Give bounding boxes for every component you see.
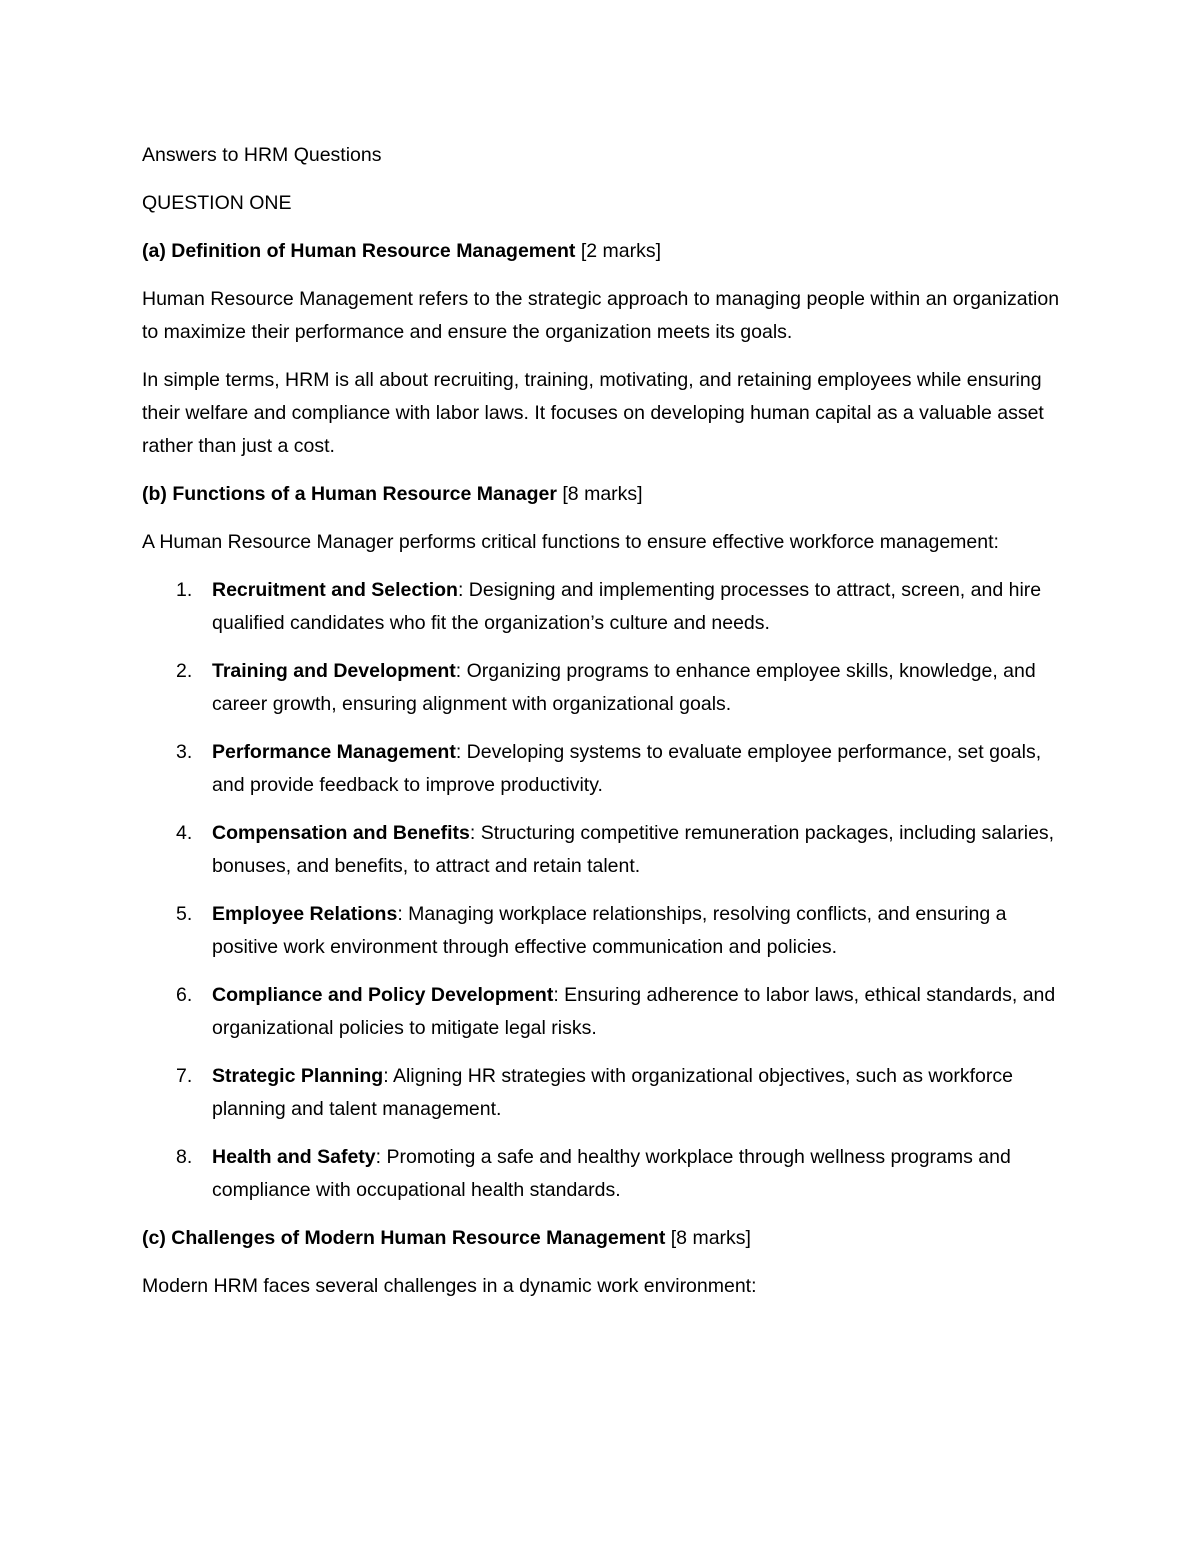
- list-item-term: Health and Safety: [212, 1146, 376, 1168]
- functions-list: [142, 574, 1072, 1207]
- list-item-number: 6.: [176, 984, 193, 1006]
- list-item-number: 8.: [176, 1146, 193, 1168]
- section-a-heading-label: (a) Definition of Human Resource Management: [142, 240, 576, 262]
- list-item-number: 4.: [176, 822, 193, 844]
- list-item-term: Training and Development: [212, 660, 456, 682]
- list-item-number: 5.: [176, 903, 193, 925]
- section-b-intro: A Human Resource Manager performs critical functions to ensure effective workforce management:: [142, 531, 999, 553]
- list-item-number: 7.: [176, 1065, 193, 1087]
- list-item-description: : Organizing programs to enhance employee skills, knowledge, and career growth, ensuring alignment with organizational goals.: [212, 660, 1036, 715]
- list-item-description: : Structuring competitive remuneration packages, including salaries, bonuses, and benefits, to attract and retain talent.: [212, 822, 1055, 877]
- list-item-description: : Managing workplace relationships, resolving conflicts, and ensuring a positive work environment through effective communication and policies.: [212, 903, 1007, 958]
- list-item-number: 3.: [176, 741, 193, 763]
- list-item-term: Compliance and Policy Development: [212, 984, 554, 1006]
- list-item: [142, 736, 1072, 802]
- document-title: Answers to HRM Questions: [142, 144, 382, 166]
- list-item-term: Employee Relations: [212, 903, 398, 925]
- list-item-number: 1.: [176, 579, 193, 601]
- section-a-heading-marks: [2 marks]: [580, 240, 661, 262]
- list-item: [142, 574, 1072, 640]
- section-c-heading: [142, 1222, 1072, 1255]
- list-item-number: 2.: [176, 660, 193, 682]
- section-a-heading: [142, 235, 1072, 268]
- list-item: [142, 1141, 1072, 1207]
- list-item-term: Performance Management: [212, 741, 456, 763]
- list-item-description: : Developing systems to evaluate employee performance, set goals, and provide feedback to improve productivity.: [212, 741, 1042, 796]
- list-item: [142, 655, 1072, 721]
- section-a-paragraph: Human Resource Management refers to the strategic approach to managing people within an organization to maximize their performance and ensure the organization meets its goals.: [142, 288, 1060, 343]
- list-item: [142, 898, 1072, 964]
- list-item-term: Strategic Planning: [212, 1065, 384, 1087]
- section-a-paragraph: In simple terms, HRM is all about recruiting, training, motivating, and retaining employees while ensuring their welfare and compliance with labor laws. It focuses on developing human capital as a valuable asset rather than just a cost.: [142, 369, 1044, 457]
- section-b-heading-marks: [8 marks]: [562, 483, 643, 505]
- list-item: [142, 1060, 1072, 1126]
- list-item: [142, 979, 1072, 1045]
- list-item-description: : Promoting a safe and healthy workplace through wellness programs and compliance with occupational health standards.: [212, 1146, 1011, 1201]
- section-b-heading: [142, 478, 1072, 511]
- section-b-heading-label: (b) Functions of a Human Resource Manager: [142, 483, 557, 505]
- list-item: [142, 817, 1072, 883]
- list-item-description: : Aligning HR strategies with organizational objectives, such as workforce planning and talent management.: [212, 1065, 1013, 1120]
- section-c-intro: Modern HRM faces several challenges in a dynamic work environment:: [142, 1275, 757, 1297]
- list-item-term: Compensation and Benefits: [212, 822, 470, 844]
- section-c-heading-marks: [8 marks]: [670, 1227, 751, 1249]
- document-body: [142, 139, 1072, 1318]
- question-label: QUESTION ONE: [142, 192, 292, 214]
- list-item-term: Recruitment and Selection: [212, 579, 458, 601]
- section-c-heading-label: (c) Challenges of Modern Human Resource Management: [142, 1227, 666, 1249]
- list-item-description: : Designing and implementing processes to attract, screen, and hire qualified candidates who fit the organization’s culture and needs.: [212, 579, 1042, 634]
- list-item-description: : Ensuring adherence to labor laws, ethical standards, and organizational policies to mitigate legal risks.: [212, 984, 1056, 1039]
